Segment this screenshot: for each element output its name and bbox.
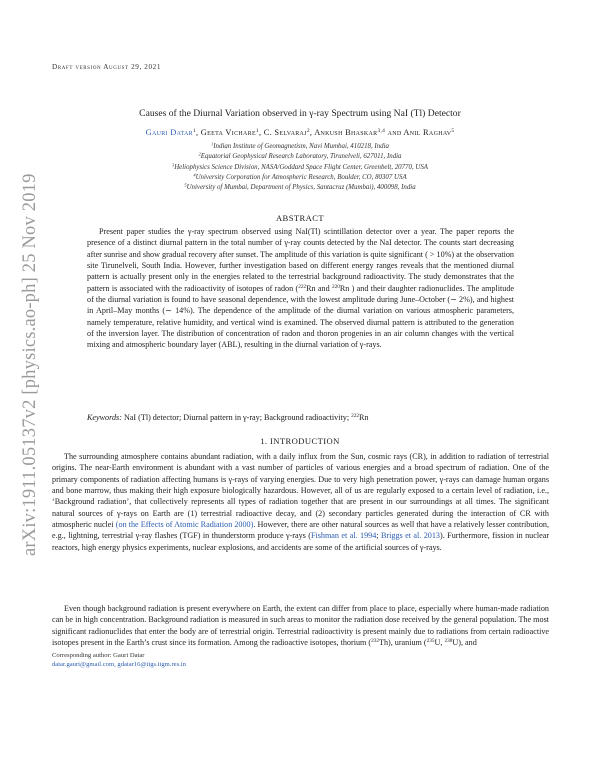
author-name: Geeta Vichare	[200, 128, 256, 137]
citation-link[interactable]: Briggs et al. 2013	[381, 531, 440, 541]
author-name: Anil Raghav	[403, 128, 452, 137]
author-affil-sup: 3,4	[377, 128, 386, 134]
section-heading-introduction: 1. INTRODUCTION	[260, 436, 340, 446]
arxiv-identifier-stamp: arXiv:1911.05137v2 [physics.ao-ph] 25 Nov 2019	[20, 173, 40, 556]
abstract-heading: ABSTRACT	[275, 213, 325, 223]
affiliation-line: $^2$Equatorial Geophysical Research Laboratory, Tirunelveli, 627011, India	[198, 151, 402, 161]
author-name: Ankush Bhaskar	[314, 128, 378, 137]
author-separator: and	[385, 128, 404, 137]
abstract-text: Present paper studies the γ-ray spectrum observed using NaI(Tl) scintillation detector over a year. The paper reports the presence of a distinct diurnal pattern in the total number of γ-ray counts detected by the NaI detector. The counts start decreasing after sunrise and show gradual recovery after sunset. The amplitude of this variation is quite significant ( > 10%) at the observation site Tirunelveli, South India. However, further investigation based on different energy ranges reveals that the mentioned diurnal pattern is actually present only in the energies related to the terrestrial background radioactivity. The study demonstrates that the pattern is associated with the radioactivity of isotopes of radon ($^{222}$Rn and $^{220}$Rn ) and their daughter radionuclides. The amplitude of the diurnal variation is found to have seasonal dependence, with the lowest amplitude during June–October (∼ 2%), and highest in April–May months (∼ 14%). The dependence of the amplitude of the diurnal variation on various atmospheric parameters, namely temperature, relative humidity, and vertical wind is examined. The observed diurnal pattern is attributed to the generation of the inversion layer. The distribution of concentration of radon and thoron progenies in an air column changes with the vertical mixing and atmospheric boundary layer (ABL), resulting in the diurnal variation of γ-rays.	[87, 227, 515, 350]
author-list	[60, 128, 540, 137]
author-separator: ,	[309, 128, 315, 137]
intro-paragraph-2: Even though background radiation is present everywhere on Earth, the extent can differ from place to place, especially where human-made radiation can be in high concentration. Background radiation is measured in such areas to monitor the radiation dose received by the general population. The most significant radionuclides that enter the body are of terrestrial origin. Terrestrial radioactivity is present mainly due to radiations from certain radioactive isotopes present in the Earth’s crust since its formation. Among the radioactive isotopes, thorium ($^{232}$Th), uranium ($^{235}$U, $^{238}$U), and	[52, 604, 549, 648]
author-name-link[interactable]: Gauri Datar	[145, 128, 193, 137]
author-name: C. Selvaraj	[263, 128, 307, 137]
citation-link[interactable]: (on the Effects of Atomic Radiation 2000)	[115, 520, 254, 530]
keywords-line: Keywords: NaI (Tl) detector; Diurnal pattern in γ-ray; Background radioactivity; $^{222}$Rn	[87, 413, 369, 422]
author-affil-sup: 5	[451, 128, 455, 134]
author-separator: ,	[258, 128, 264, 137]
affiliation-line: $^5$University of Mumbai, Department of Physics, Santacruz (Mumbai), 400098, India	[184, 182, 416, 192]
affiliation-list	[60, 142, 540, 193]
affiliation-line: $^4$University Corporation for Atmospheric Research, Boulder, CO, 80307 USA	[193, 172, 407, 181]
citation-link[interactable]: Fishman et al. 1994	[310, 531, 377, 541]
affiliation-line: $^3$Heliophysics Science Division, NASA/Goddard Space Flight Center, Greenbelt, 20770, USA	[171, 162, 429, 171]
correspondence-footnote	[52, 652, 186, 669]
author-separator: ,	[196, 128, 201, 137]
correspondence-emails[interactable]: datar.gauri@gmail.com, gdatar16@iigs.iigm.res.in	[52, 660, 186, 668]
affiliation-line: $^1$Indian Institute of Geomagnetism, Navi Mumbai, 410218, India	[211, 141, 389, 150]
paper-title: Causes of the Diurnal Variation observed in γ-ray Spectrum using NaI (Tl) Detector	[139, 108, 461, 119]
correspondence-label: Corresponding author: Gauri Datar	[52, 652, 145, 659]
intro-paragraph-1: The surrounding atmosphere contains abundant radiation, with a daily influx from the Sun, cosmic rays (CR), in addition to radiation of terrestrial origins. The near-Earth environment is abundant with a vast number of particles of various energies and a broad spectrum of radiation. One of the primary components of radiation affecting humans is γ-rays of varying energies. Due to very high penetration power, γ-rays can damage human organs and bone marrow, thus making their high exposure biologically hazardous. However, all of us are regularly exposed to a certain level of radiation, i.e., ‘Background radiation’, that collectively represents all types of radiation together that are present in our surroundings at all times. The significant natural sources of γ-rays on Earth are (1) terrestrial radioactive decay, and (2) secondary particles generated during the interaction of CR with atmospheric nuclei (on the Effects of Atomic Radiation 2000). However, there are other natural sources as well that have a relatively lesser contribution, e.g., lightning, terrestrial γ-ray flashes (TGF) in thunderstorm produce γ-rays (Fishman et al. 1994; Briggs et al. 2013). Furthermore, fission in nuclear reactors, high energy physics experiments, nuclear explosions, and accidents are some of the artificial sources of γ-rays.	[52, 452, 550, 552]
author-affil-sup: 1	[255, 128, 259, 134]
draft-version-line: Draft version August 29, 2021	[52, 63, 162, 71]
author-affil-sup: 1	[192, 128, 196, 134]
author-affil-sup: 2	[306, 128, 310, 134]
keywords-label: Keywords:	[87, 413, 122, 422]
